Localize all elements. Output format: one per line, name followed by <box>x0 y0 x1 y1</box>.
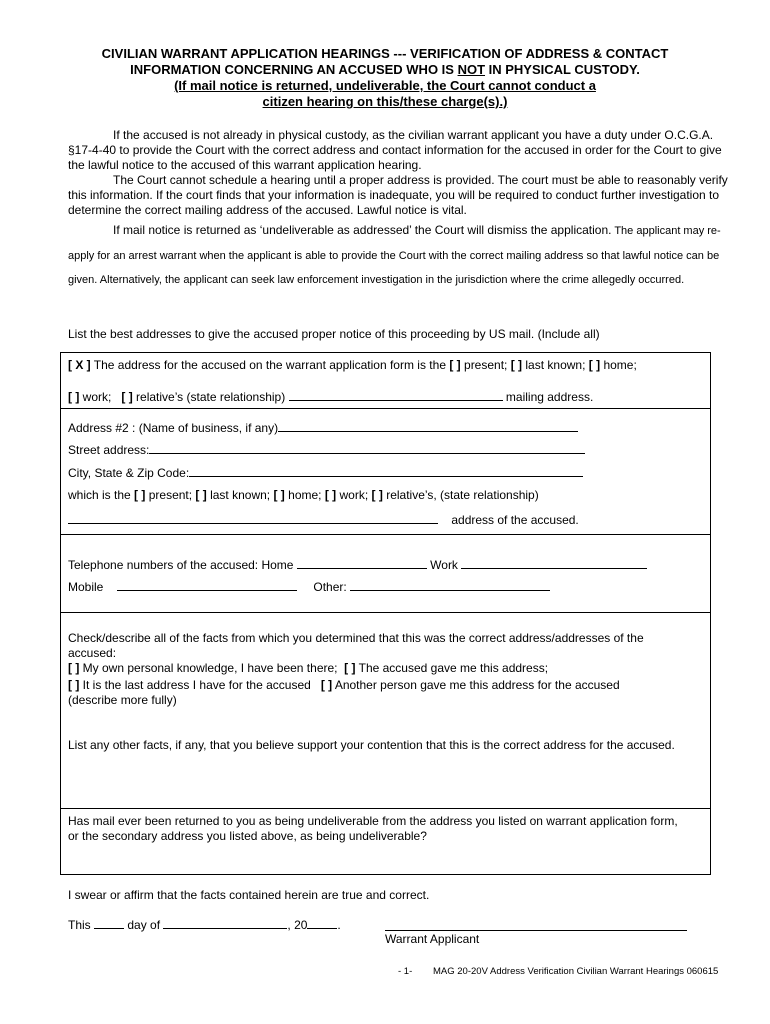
work-checkbox[interactable]: [ ] <box>68 390 80 404</box>
relationship-row: address of the accused. <box>68 512 579 528</box>
which-row: which is the [ ] present; [ ] last known; [ ] home; [ ] work; [ ] relative’s, (state relationship) <box>68 488 539 502</box>
title-line-3: (If mail notice is returned, undeliverable, the Court cannot conduct a <box>174 78 596 93</box>
last-address-checkbox[interactable]: [ ] <box>68 678 80 692</box>
divider <box>61 408 710 409</box>
mail-returned-question: Has mail ever been returned to you as being undeliverable from the address you listed on warrant application form, or the secondary address you listed above, as being undeliverable? <box>68 814 678 843</box>
intro-paragraph-1: If the accused is not already in physical custody, as the civilian warrant applicant you have a duty under O.C.G.A. §17-4-40 to provide the Court with the correct address and contact information for the accused in order for the Court to give the lawful notice to the accused of this warrant application hearing. <box>68 128 722 172</box>
intro-paragraph-3: If mail notice is returned as ‘undeliverable as addressed’ the Court will dismiss the application. The applicant may re-apply for an arrest warrant when the applicant is able to provide the Court with the correct mailing address so that lawful notice can be given. Alternatively, the applicant can seek law enforcement investigation in the jurisdiction where the crime allegedly occurred. <box>68 223 721 286</box>
personal-knowledge-checkbox[interactable]: [ ] <box>68 661 80 675</box>
street-row: Street address: <box>68 442 585 458</box>
work-phone-field[interactable] <box>461 557 647 569</box>
city-state-zip-field[interactable] <box>189 465 583 477</box>
street-address-field[interactable] <box>149 442 585 454</box>
divider <box>61 612 710 613</box>
fact-options-row-1: [ ] My own personal knowledge, I have been there; [ ] The accused gave me this address; <box>68 661 549 675</box>
mobile-phone-field[interactable] <box>117 579 297 591</box>
signature-line[interactable] <box>385 930 687 931</box>
fact-options-row-2: [ ] It is the last address I have for the accused [ ] Another person gave me this address for the accused <box>68 678 620 692</box>
phone-row: Telephone numbers of the accused: Home Work <box>68 557 647 573</box>
form-identifier: MAG 20-20V Address Verification Civilian Warrant Hearings 060615 <box>433 966 719 977</box>
page-number: - 1- <box>398 966 413 977</box>
relationship-field[interactable] <box>289 389 503 401</box>
checked-checkbox[interactable]: [ X ] <box>68 358 91 372</box>
other-phone-field[interactable] <box>350 579 550 591</box>
relative-checkbox-2[interactable]: [ ] <box>371 488 383 502</box>
home-phone-field[interactable] <box>297 557 427 569</box>
title-line-4: citizen hearing on this/these charge(s).) <box>262 94 508 109</box>
work-checkbox-2[interactable]: [ ] <box>324 488 337 502</box>
title-not-underlined: NOT <box>457 62 486 77</box>
other-facts-label: List any other facts, if any, that you believe support your contention that this is the correct address for the accused. <box>68 738 675 752</box>
another-person-checkbox[interactable]: [ ] <box>320 678 333 692</box>
list-instruction: List the best addresses to give the accused proper notice of this proceeding by US mail. (Include all) <box>68 327 600 341</box>
home-checkbox-2[interactable]: [ ] <box>273 488 285 502</box>
business-name-field[interactable] <box>278 420 578 432</box>
check-describe-intro: Check/describe all of the facts from which you determined that this was the correct address/addresses of the accused: <box>68 631 644 660</box>
mobile-row: Mobile Other: <box>68 579 550 595</box>
warrant-address-row: [ X ] The address for the accused on the warrant application form is the [ ] present; [ ] last known; [ ] home; <box>68 358 637 372</box>
day-field[interactable] <box>94 917 124 929</box>
year-field[interactable] <box>307 917 337 929</box>
city-row: City, State & Zip Code: <box>68 465 583 481</box>
home-checkbox[interactable]: [ ] <box>588 358 601 372</box>
divider <box>61 534 710 535</box>
relative-checkbox[interactable]: [ ] <box>121 390 133 404</box>
last-known-checkbox-2[interactable]: [ ] <box>195 488 207 502</box>
document-title <box>62 46 708 110</box>
present-checkbox-2[interactable]: [ ] <box>134 488 146 502</box>
oath-statement: I swear or affirm that the facts contained herein are true and correct. <box>68 888 430 902</box>
warrant-applicant-label: Warrant Applicant <box>385 932 480 946</box>
title-line-1: CIVILIAN WARRANT APPLICATION HEARINGS --- VERIFICATION OF ADDRESS & CONTACT <box>101 46 669 61</box>
describe-more-label: (describe more fully) <box>68 693 177 707</box>
present-checkbox[interactable]: [ ] <box>449 358 461 372</box>
warrant-address-row-2: [ ] work; [ ] relative’s (state relationship) mailing address. <box>68 390 594 404</box>
address2-row: Address #2 : (Name of business, if any) <box>68 420 578 436</box>
last-known-checkbox[interactable]: [ ] <box>510 358 523 372</box>
date-row: This day of , 20 . <box>68 918 341 932</box>
month-field[interactable] <box>163 917 287 929</box>
accused-gave-checkbox[interactable]: [ ] <box>344 661 356 675</box>
title-line-2: INFORMATION CONCERNING AN ACCUSED WHO IS NOT IN PHYSICAL CUSTODY. <box>130 62 640 77</box>
divider <box>61 808 710 809</box>
intro-paragraph-2: The Court cannot schedule a hearing until a proper address is provided. The court must be able to reasonably verify this information. If the court finds that your information is inadequate, you will be required to conduct further investigation to determine the correct mailing address of the accused. Lawful notice is vital. <box>68 173 728 217</box>
relationship-field-2[interactable] <box>68 512 438 524</box>
address-form-box <box>60 352 711 875</box>
